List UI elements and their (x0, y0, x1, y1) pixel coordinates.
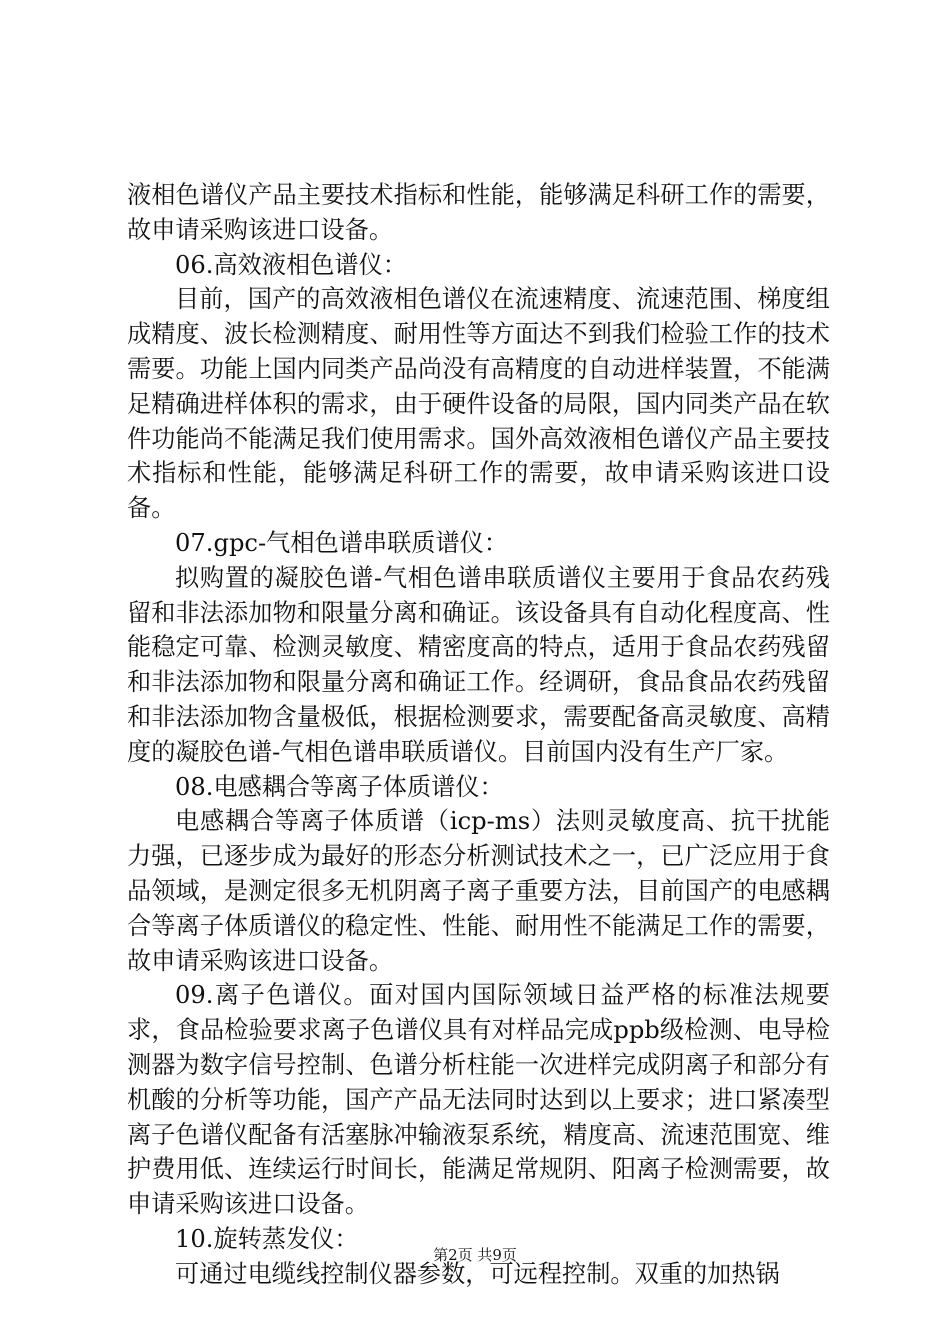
document-body (127, 178, 830, 1292)
section-heading-08: 08.电感耦合等离子体质谱仪： (175, 772, 504, 801)
page-footer: 第2页 共9页 (433, 1246, 517, 1264)
section-heading-10: 10.旋转蒸发仪： (175, 1224, 359, 1253)
section-heading-07: 07.gpc-气相色谱串联质谱仪： (175, 528, 509, 557)
paragraph-gpc-gcms: 拟购置的凝胶色谱-气相色谱串联质谱仪主要用于食品农药残留和非法添加物和限量分离和确证。该设备具有自动化程度高、性能稳定可靠、检测灵敏度、精密度高的特点，适用于食品农药残留和非法添加物和限量分离和确证工作。经调研，食品食品农药残留和非法添加物含量极低，根据检测要求，需要配备高灵敏度、高精度的凝胶色谱-气相色谱串联质谱仪。目前国内没有生产厂家。 (127, 563, 830, 766)
paragraph-hplc: 目前，国产的高效液相色谱仪在流速精度、流速范围、梯度组成精度、波长检测精度、耐用性等方面达不到我们检验工作的技术需要。功能上国内同类产品尚没有高精度的自动进样装置，不能满足精确进样体积的需求，由于硬件设备的局限，国内同类产品在软件功能尚不能满足我们使用需求。国外高效液相色谱仪产品主要技术指标和性能，能够满足科研工作的需要，故申请采购该进口设备。 (127, 285, 830, 523)
paragraph-icp-ms: 电感耦合等离子体质谱（icp-ms）法则灵敏度高、抗干扰能力强，已逐步成为最好的形态分析测试技术之一，已广泛应用于食品领域，是测定很多无机阴离子离子重要方法，目前国产的电感耦合等离子体质谱仪的稳定性、性能、耐用性不能满足工作的需要，故申请采购该进口设备。 (127, 807, 830, 975)
section-heading-06: 06.高效液相色谱仪： (175, 250, 407, 279)
paragraph-ion-chromatograph: 09.离子色谱仪。面对国内国际领域日益严格的标准法规要求，食品检验要求离子色谱仪具有对样品完成ppb级检测、电导检测器为数字信号控制、色谱分析柱能一次进样完成阴离子和部分有机酸的分析等功能，国产产品无法同时达到以上要求；进口紧凑型离子色谱仪配备有活塞脉冲输液泵系统，精度高、流速范围宽、维护费用低、连续运行时间长，能满足常规阴、阳离子检测需要，故申请采购该进口设备。 (127, 981, 830, 1219)
paragraph-continuation: 液相色谱仪产品主要技术指标和性能，能够满足科研工作的需要，故申请采购该进口设备。 (127, 181, 830, 244)
paragraph-rotary-evaporator: 可通过电缆线控制仪器参数，可远程控制。双重的加热锅 (175, 1259, 780, 1288)
